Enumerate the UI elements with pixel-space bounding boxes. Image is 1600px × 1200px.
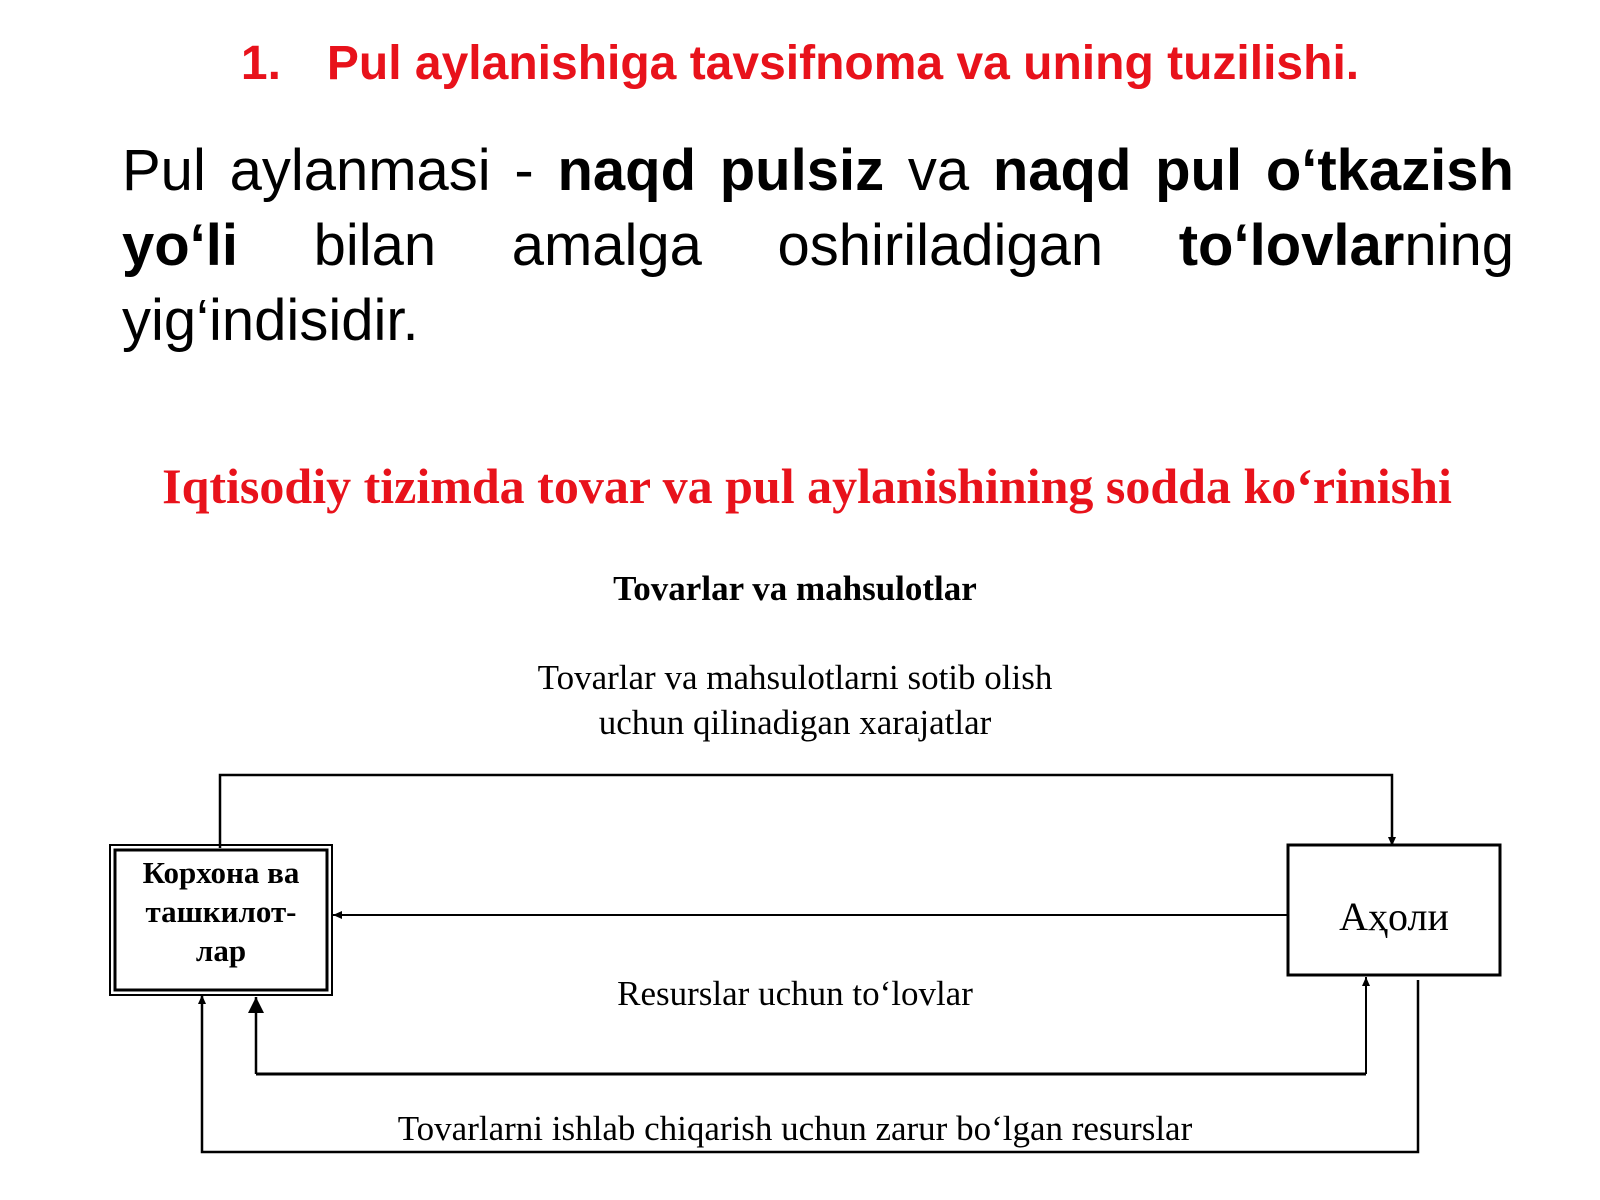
definition-part: bilan amalga oshiriladigan (238, 213, 1179, 278)
definition-term-cashless: naqd pulsiz (557, 138, 885, 203)
expenses-flow-arrow (220, 775, 1392, 848)
resources-label: Tovarlarni ishlab chiqarish uchun zarur bo‘lgan resurslar (397, 1109, 1193, 1148)
expenses-label-line1: Tovarlar va mahsulotlarni sotib olish (537, 658, 1053, 697)
resource-payments-label: Resurslar uchun to‘lovlar (617, 974, 973, 1013)
population-box-label: Аҳоли (1339, 894, 1449, 939)
definition-part: ning yig‘indisidir. (122, 213, 1514, 353)
expenses-label-line2: uchun qilinadigan xarajatlar (598, 703, 992, 742)
definition-term-cash-transfer: naqd pul o‘tkazish yo‘li (122, 138, 1514, 278)
definition-part: va (884, 138, 993, 203)
diagram-subtitle: Iqtisodiy tizimda tovar va pul aylanishining sodda ko‘rinishi (162, 458, 1452, 514)
heading-number: 1. (240, 37, 281, 90)
enterprise-box-line3: лар (195, 933, 247, 968)
enterprise-box-line1: Корхона ва (142, 855, 300, 890)
heading-text: Pul aylanishiga tavsifnoma va uning tuzilishi. (326, 37, 1360, 90)
goods-flow-label: Tovarlar va mahsulotlar (613, 569, 977, 608)
definition-part: Pul aylanmasi - (122, 138, 558, 203)
enterprise-box-line2: ташкилот- (145, 894, 297, 929)
definition-term-payments: to‘lovlar (1178, 213, 1405, 278)
